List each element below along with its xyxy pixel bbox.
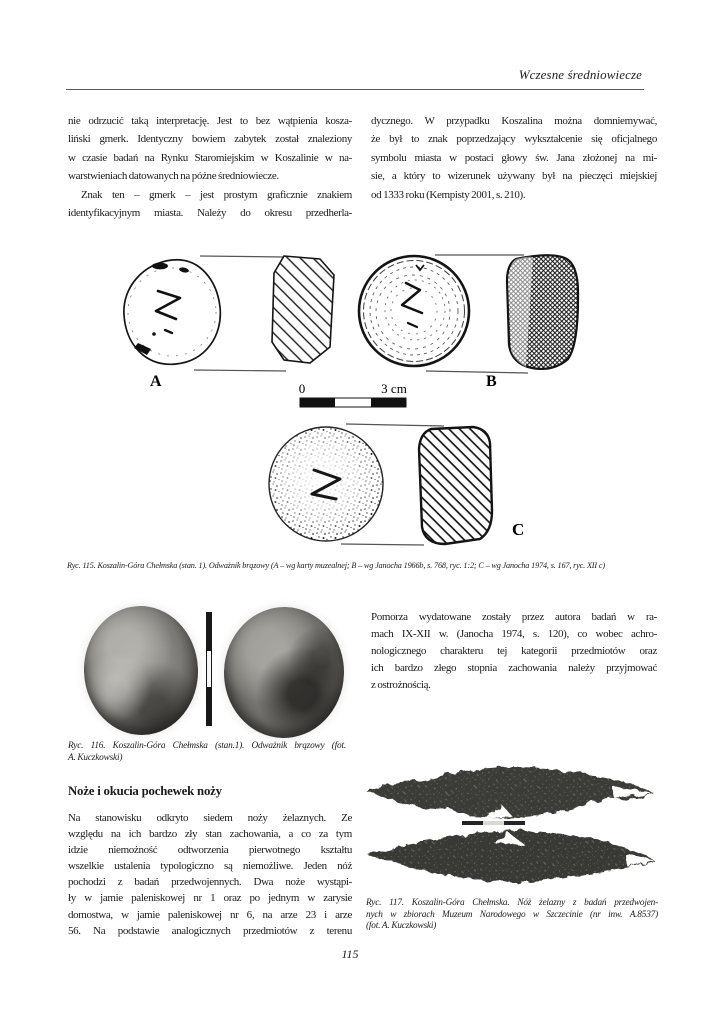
- text-line: nych w zbiorach Muzeum Narodowego w Szczecinie (nr inw. A.8537): [366, 909, 658, 920]
- section-heading: Noże i okucia pochewek noży: [68, 784, 222, 798]
- figure-label-a: A: [150, 373, 162, 390]
- text-line: domostwa, w jamie paleniskowej nr 6, na arze 23 i arze: [68, 908, 352, 921]
- scale-end-label: 3 cm: [381, 381, 407, 396]
- weight-a-front-drawing: [124, 260, 220, 365]
- text-line: nologicznego charakteru tej kategorii przedmiotów oraz: [371, 645, 657, 657]
- text-line: ich bardzo złego stopnia zachowania należy przyjmować: [371, 662, 657, 674]
- scale-bar: [299, 381, 407, 407]
- text-line: Na stanowisku odkryto siedem noży żelaznych. Ze: [68, 812, 352, 824]
- paragraph: [68, 112, 352, 186]
- header-rule: [66, 89, 644, 90]
- text-line: Znak ten – gmerk – jest prostym graficznie znakiem: [81, 188, 352, 201]
- page-number: 115: [341, 947, 359, 961]
- text-line: Ryc. 117. Koszalin-Góra Chełmska. Nóż żelazny z badań przedwojen-: [366, 898, 658, 908]
- figure-116-photo-right: [222, 605, 346, 740]
- text-line: idzie niemożność odtworzenia pierwotnego kształtu: [68, 844, 352, 857]
- text-line: w czasie badań na Rynku Staromiejskim w Koszalinie w na-: [68, 151, 352, 164]
- figure-115-drawing: [88, 243, 658, 559]
- knife-scale-bar: [462, 821, 525, 825]
- text-line: mach IX-XII w. (Janocha 1974, s. 120), co wobec achro-: [371, 628, 657, 640]
- text-line: nie odrzucić taką interpretację. Jest to bez wątpienia kosza-: [68, 115, 352, 127]
- figure-117-caption: [366, 898, 658, 933]
- running-head: Wczesne średniowiecze: [518, 67, 642, 82]
- text-line: warstwieniach datowanych na późne średniowiecze.: [68, 170, 279, 183]
- figure-115-caption: Ryc. 115. Koszalin-Góra Chełmska (stan. 1). Odważnik brązowy (A – wg karty muzealnej; B – wg Janocha 1966b, s. 768, ryc. 1:2; C – wg Janocha 1974, s. 167, ryc. XII c): [67, 561, 605, 570]
- knives-paragraph: [68, 810, 352, 939]
- text-line: sie, a który to wizerunek używany był na pieczęci miejskiej: [371, 170, 657, 183]
- scale-start-label: 0: [298, 381, 306, 396]
- pomorza-paragraph: [371, 609, 657, 694]
- weight-c-front-drawing: [269, 427, 383, 541]
- text-line: (fot. A. Kuczkowski): [366, 921, 437, 931]
- text-line: z ostrożnością.: [371, 679, 431, 691]
- text-line: pochodzi z badań przedwojennych. Dwa noże wystąpi-: [68, 876, 352, 889]
- text-line: 56. Na podstawie analogicznych przedmiotów z terenu: [68, 924, 352, 937]
- intro-left-column: [68, 112, 352, 222]
- figure-116-photo-left: [81, 603, 202, 738]
- figure-116-scale-bar: [206, 612, 212, 726]
- text-line: że był to znak poprzedzający wykształcenie się oficjalnego: [371, 133, 657, 146]
- text-line: liński gmerk. Identyczny bowiem zabytek został znaleziony: [68, 133, 352, 146]
- text-line: A. Kuczkowski): [68, 752, 123, 763]
- paragraph: [68, 186, 352, 223]
- text-line: symbolu miasta w postaci głowy św. Jana złożonej na mi-: [371, 151, 657, 164]
- text-line: identyfikacyjnym miasta. Należy do okresu przedherla-: [68, 207, 352, 220]
- text-line: Ryc. 116. Koszalin-Góra Chełmska (stan.1). Odważnik brązowy (fot.: [68, 741, 346, 751]
- figure-117-photo: [362, 757, 664, 893]
- knife-top-view: [366, 767, 654, 818]
- figure-label-b: B: [486, 373, 497, 390]
- text-line: od 1333 roku (Kempisty 2001, s. 210).: [371, 188, 526, 201]
- text-line: ły w jamie paleniskowej nr 1 oraz po jednym w zarysie: [68, 892, 352, 905]
- figure-116-caption: [68, 741, 346, 764]
- weight-b-front-drawing: [359, 256, 469, 366]
- text-line: Pomorza wydatowane zostały przez autora badań w ra-: [371, 611, 657, 623]
- figure-label-c: C: [512, 520, 525, 539]
- knife-bottom-view: [368, 831, 655, 882]
- text-line: względu na ich bardzo zły stan zachowania, a co za tym: [68, 828, 352, 841]
- intro-right-column: [371, 112, 657, 204]
- text-line: wszelkie ustalenia typologiczno są niemożliwe. Jeden nóż: [68, 860, 352, 873]
- text-line: dycznego. W przypadku Koszalina można domniemywać,: [371, 115, 657, 127]
- paragraph: [371, 112, 657, 204]
